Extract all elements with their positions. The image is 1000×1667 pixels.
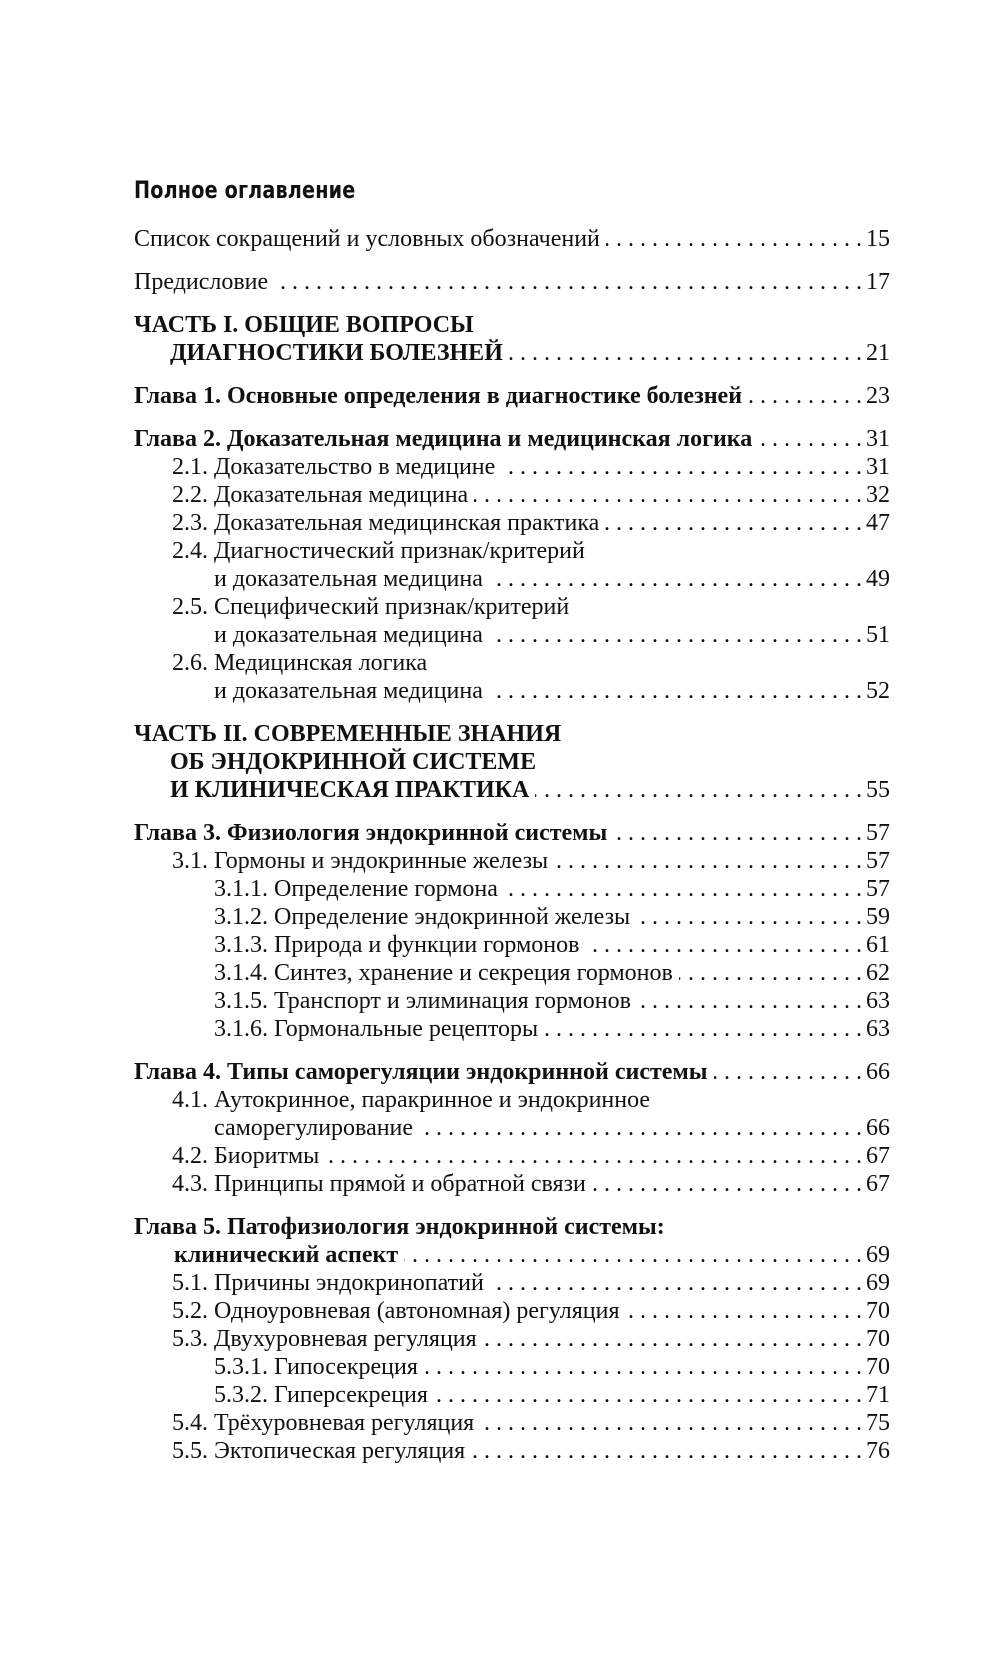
toc-entry-page: 69 [866, 1242, 890, 1268]
toc-entry-part[interactable] [170, 338, 890, 368]
toc-entry-title: 2.2. Доказательная медицина [172, 482, 469, 508]
toc-entry-page: 57 [866, 848, 890, 874]
leader-dots [424, 1352, 862, 1382]
toc-entry-title: 3.1.5. Транспорт и элиминация гормонов [214, 988, 631, 1014]
toc-entry-title: 3.1.2. Определение эндокринной железы [214, 904, 631, 930]
toc-entry-page: 49 [866, 566, 890, 592]
toc-entry[interactable] [214, 1113, 890, 1143]
toc-entry-title: и доказательная медицина [214, 678, 483, 704]
toc-entry[interactable] [172, 1408, 890, 1438]
toc-entry-title: Глава 1. Основные определения в диагностике болезней [134, 383, 743, 409]
leader-dots [585, 930, 862, 960]
toc-entry-page: 47 [866, 510, 890, 536]
toc-entry-page: 52 [866, 678, 890, 704]
toc-entry[interactable] [172, 1324, 890, 1354]
toc-entry-page: 76 [866, 1438, 890, 1464]
part-heading-line: ЧАСТЬ I. ОБЩИЕ ВОПРОСЫ [134, 312, 474, 338]
toc-entry-page: 66 [866, 1059, 890, 1085]
toc-entry-title: 3.1.3. Природа и функции гормонов [214, 932, 580, 958]
toc-entry-title: и доказательная медицина [214, 622, 483, 648]
leader-dots [489, 564, 862, 594]
leader-dots [509, 338, 862, 368]
leader-dots [471, 1436, 862, 1466]
toc-entry-title: Глава 3. Физиология эндокринной системы [134, 820, 608, 846]
leader-dots [325, 1141, 862, 1171]
leader-dots [748, 381, 862, 411]
toc-entry-page: 21 [866, 340, 890, 366]
toc-entry-page: 67 [866, 1171, 890, 1197]
toc-entry-title: 2.1. Доказательство в медицине [172, 454, 496, 480]
toc-entry-page: 63 [866, 988, 890, 1014]
toc-entry[interactable] [172, 1296, 890, 1326]
toc-entry-page: 61 [866, 932, 890, 958]
chapter-heading-line: Глава 5. Патофизиология эндокринной системы: [134, 1214, 665, 1240]
toc-entry-page: 63 [866, 1016, 890, 1042]
toc-title: Полное оглавление [134, 176, 356, 204]
toc-entry-title: саморегулирование [214, 1115, 414, 1141]
toc-entry-line: 2.6. Медицинская логика [172, 650, 428, 676]
toc-entry-title: 5.5. Эктопическая регуляция [172, 1438, 466, 1464]
toc-entry[interactable] [214, 676, 890, 706]
leader-dots [606, 224, 862, 254]
toc-entry[interactable] [172, 1436, 890, 1466]
toc-entry-title: 5.1. Причины эндокринопатий [172, 1270, 484, 1296]
toc-entry[interactable] [134, 267, 890, 297]
toc-entry[interactable] [214, 874, 890, 904]
toc-entry-page: 23 [866, 383, 890, 409]
toc-entry-title: 4.2. Биоритмы [172, 1143, 320, 1169]
toc-entry-line: 4.1. Аутокринное, паракринное и эндокринное [172, 1087, 651, 1113]
toc-entry-page: 70 [866, 1326, 890, 1352]
toc-entry-chapter[interactable] [134, 1057, 890, 1087]
toc-entry-title: 4.3. Принципы прямой и обратной связи [172, 1171, 586, 1197]
toc-entry[interactable] [214, 1380, 890, 1410]
toc-entry-line: 2.4. Диагностический признак/критерий [172, 538, 585, 564]
leader-dots [274, 267, 862, 297]
leader-dots [758, 424, 862, 454]
toc-entry-page: 59 [866, 904, 890, 930]
toc-entry-title: 3.1.6. Гормональные рецепторы [214, 1016, 539, 1042]
toc-entry-page: 31 [866, 426, 890, 452]
toc-entry-title: 3.1. Гормоны и эндокринные железы [172, 848, 549, 874]
leader-dots [679, 958, 862, 988]
toc-entry[interactable] [172, 846, 890, 876]
leader-dots [504, 874, 862, 904]
toc-entry-page: 75 [866, 1410, 890, 1436]
toc-entry-chapter[interactable] [134, 381, 890, 411]
toc-entry-page: 17 [866, 269, 890, 295]
leader-dots [592, 1169, 862, 1199]
toc-entry-page: 71 [866, 1382, 890, 1408]
leader-dots [404, 1240, 862, 1270]
toc-entry[interactable] [214, 620, 890, 650]
toc-entry[interactable] [172, 1268, 890, 1298]
leader-dots [489, 620, 862, 650]
leader-dots [490, 1268, 862, 1298]
toc-entry-title: 3.1.4. Синтез, хранение и секреция гормонов [214, 960, 673, 986]
leader-dots [605, 508, 862, 538]
leader-dots [419, 1113, 862, 1143]
toc-entry[interactable] [214, 930, 890, 960]
toc-entry[interactable] [172, 1141, 890, 1171]
toc-entry-title: И КЛИНИЧЕСКАЯ ПРАКТИКА [170, 777, 530, 803]
toc-entry-page: 67 [866, 1143, 890, 1169]
toc-entry-title: 5.3. Двухуровневая регуляция [172, 1326, 477, 1352]
toc-entry-page: 70 [866, 1354, 890, 1380]
toc-entry-page: 55 [866, 777, 890, 803]
leader-dots [501, 452, 862, 482]
toc-entry-page: 32 [866, 482, 890, 508]
toc-entry-page: 69 [866, 1270, 890, 1296]
toc-entry-title: Список сокращений и условных обозначений [134, 226, 600, 252]
leader-dots [613, 818, 862, 848]
toc-entry-title: клинический аспект [174, 1242, 399, 1268]
leader-dots [535, 775, 862, 805]
toc-entry-chapter[interactable] [134, 424, 890, 454]
leader-dots [636, 902, 862, 932]
toc-entry[interactable] [214, 1014, 890, 1044]
toc-entry[interactable] [214, 1352, 890, 1382]
toc-entry-page: 31 [866, 454, 890, 480]
toc-entry-title: 5.2. Одноуровневая (автономная) регуляция [172, 1298, 620, 1324]
leader-dots [434, 1380, 862, 1410]
toc-entry-title: и доказательная медицина [214, 566, 483, 592]
toc-entry[interactable] [172, 1169, 890, 1199]
toc-entry-title: 5.3.2. Гиперсекреция [214, 1382, 428, 1408]
leader-dots [544, 1014, 862, 1044]
toc-entry-title: 5.3.1. Гипосекреция [214, 1354, 418, 1380]
toc-entry[interactable] [214, 986, 890, 1016]
leader-dots [626, 1296, 862, 1326]
toc-entry[interactable] [214, 902, 890, 932]
toc-entry[interactable] [214, 958, 890, 988]
toc-entry-page: 57 [866, 876, 890, 902]
toc-entry-chapter[interactable] [174, 1240, 890, 1270]
toc-entry-page: 15 [866, 226, 890, 252]
part-heading-line: ОБ ЭНДОКРИННОЙ СИСТЕМЕ [170, 749, 537, 775]
toc-entry-title: ДИАГНОСТИКИ БОЛЕЗНЕЙ [170, 340, 503, 366]
toc-entry-title: 2.3. Доказательная медицинская практика [172, 510, 600, 536]
leader-dots [714, 1057, 863, 1087]
toc-entry-page: 70 [866, 1298, 890, 1324]
leader-dots [483, 1324, 862, 1354]
toc-entry-chapter[interactable] [134, 818, 890, 848]
toc-entry[interactable] [172, 508, 890, 538]
toc-entry[interactable] [214, 564, 890, 594]
toc-entry-part[interactable] [170, 775, 890, 805]
toc-entry-title: Глава 2. Доказательная медицина и медицинская логика [134, 426, 753, 452]
toc-entry[interactable] [172, 480, 890, 510]
toc-entry-page: 66 [866, 1115, 890, 1141]
toc-entry-page: 62 [866, 960, 890, 986]
leader-dots [489, 676, 862, 706]
leader-dots [480, 1408, 862, 1438]
toc-entry-title: Глава 4. Типы саморегуляции эндокринной системы [134, 1059, 708, 1085]
leader-dots [637, 986, 862, 1016]
toc-entry-title: 5.4. Трёхуровневая регуляция [172, 1410, 475, 1436]
toc-entry-page: 57 [866, 820, 890, 846]
leader-dots [554, 846, 862, 876]
toc-entry[interactable] [172, 452, 890, 482]
toc-entry-title: Предисловие [134, 269, 269, 295]
toc-entry-title: 3.1.1. Определение гормона [214, 876, 498, 902]
part-heading-line: ЧАСТЬ II. СОВРЕМЕННЫЕ ЗНАНИЯ [134, 721, 562, 747]
leader-dots [474, 480, 862, 510]
toc-entry-page: 51 [866, 622, 890, 648]
toc-entry-line: 2.5. Специфический признак/критерий [172, 594, 570, 620]
toc-entry[interactable] [134, 224, 890, 254]
